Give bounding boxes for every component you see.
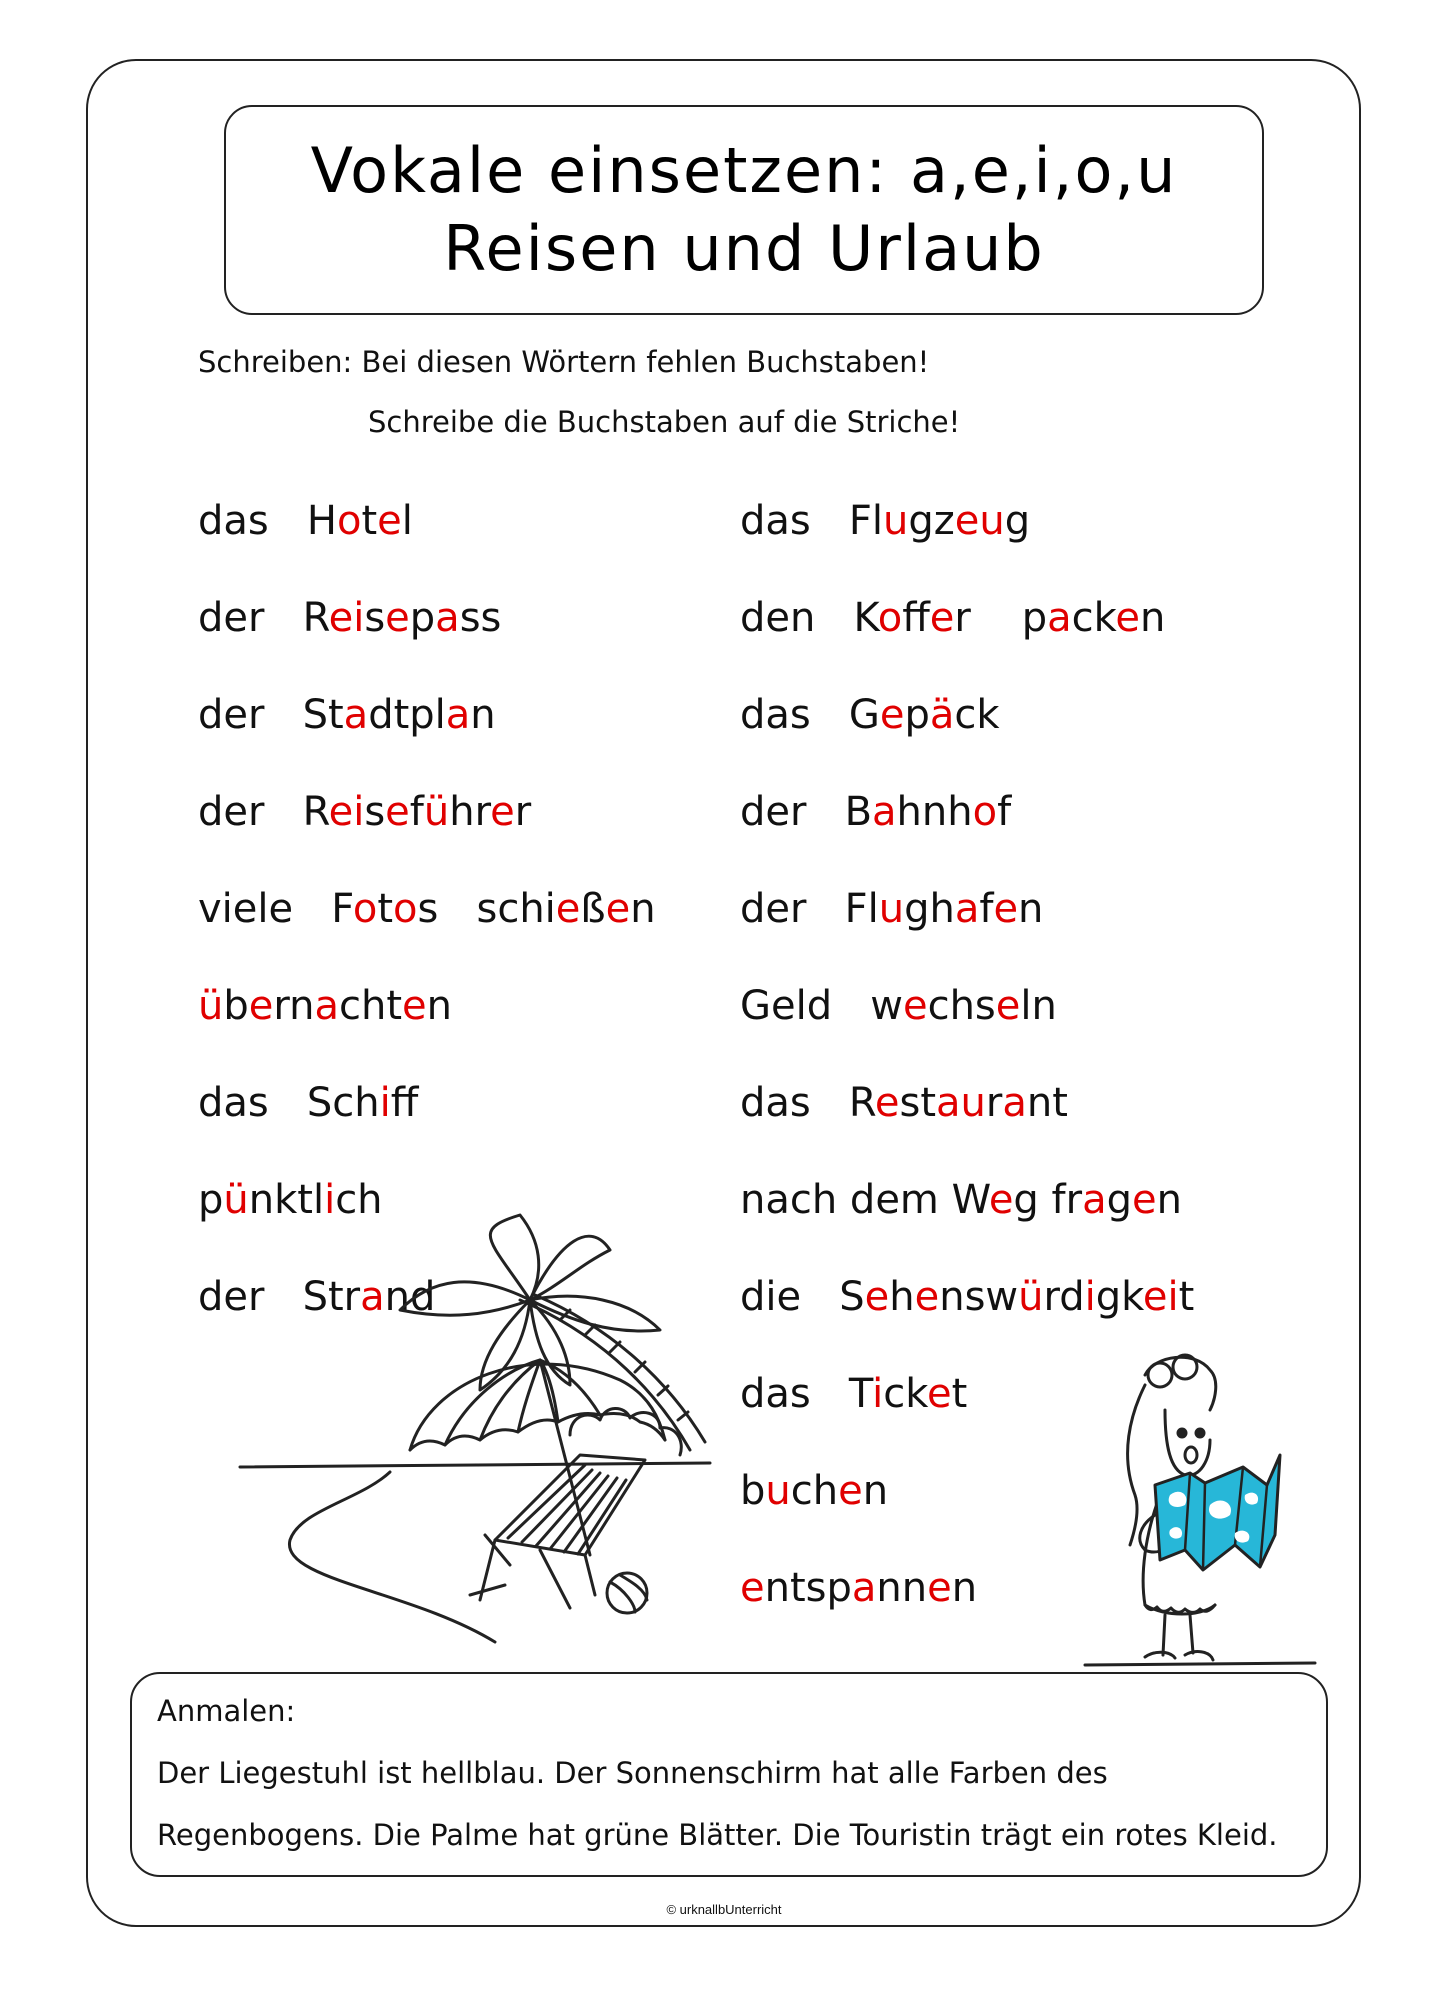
vowel-letter: ei — [328, 789, 365, 835]
word-text: s — [364, 595, 386, 641]
vowel-letter: e — [385, 789, 410, 835]
word-text: s — [364, 789, 386, 835]
word-text: h — [889, 1274, 915, 1320]
vowel-letter: e — [248, 983, 274, 1029]
vowel-letter: e — [377, 498, 402, 544]
word-text: rn — [273, 983, 315, 1029]
word-item — [740, 1176, 1182, 1224]
word-text: g fr — [1013, 1177, 1083, 1223]
vowel-letter: a — [360, 1274, 385, 1320]
vowel-letter: e — [402, 983, 427, 1029]
word-text: ch — [335, 1177, 383, 1223]
vowel-letter: i — [379, 1080, 391, 1126]
vowel-letter: e — [838, 1468, 863, 1514]
word-item — [198, 1079, 418, 1127]
word-text: viele F — [198, 886, 353, 932]
word-text: p — [409, 595, 436, 641]
vowel-letter: i — [324, 1177, 336, 1223]
word-text: der R — [198, 789, 329, 835]
word-text: nsw — [939, 1274, 1019, 1320]
title-line-2: Reisen und Urlaub — [443, 212, 1045, 285]
word-text: das H — [198, 498, 337, 544]
word-text: f — [979, 886, 994, 932]
vowel-letter: a — [954, 886, 980, 932]
copyright-text: © urknallbUnterricht — [666, 1902, 782, 1917]
word-text: die S — [740, 1274, 865, 1320]
word-text: ck — [954, 692, 1000, 738]
word-text: nach dem W — [740, 1177, 989, 1223]
word-item — [740, 1079, 1068, 1127]
word-text: g — [1106, 1177, 1132, 1223]
vowel-letter: o — [393, 886, 418, 932]
vowel-letter: a — [445, 692, 471, 738]
word-text: nktl — [248, 1177, 325, 1223]
vowel-letter: e — [740, 1565, 765, 1611]
vowel-letter: u — [765, 1468, 791, 1514]
vowel-letter: ü — [423, 789, 450, 835]
word-text: p — [198, 1177, 224, 1223]
word-text: n — [630, 886, 656, 932]
word-text: ck — [1071, 595, 1116, 641]
word-text: rd — [1043, 1274, 1085, 1320]
word-text: n — [1156, 1177, 1182, 1223]
word-text: t — [951, 1371, 968, 1417]
word-text: p — [904, 692, 930, 738]
word-item — [198, 497, 413, 545]
word-text: t — [361, 498, 378, 544]
word-text: f — [409, 789, 424, 835]
word-item — [740, 1564, 977, 1612]
word-text: n — [426, 983, 452, 1029]
vowel-letter: e — [1115, 595, 1140, 641]
word-item — [740, 1273, 1194, 1321]
word-text: nt — [1026, 1080, 1068, 1126]
word-text: der Str — [198, 1274, 361, 1320]
word-text: n — [951, 1565, 978, 1611]
instruction-line-1: Schreiben: Bei diesen Wörtern fehlen Buchstaben! — [198, 345, 930, 379]
word-text: t — [1178, 1274, 1195, 1320]
word-text: cht — [338, 983, 402, 1029]
word-text: n — [470, 692, 496, 738]
vowel-letter: e — [490, 789, 515, 835]
vowel-letter: e — [605, 886, 631, 932]
word-text: dtpl — [368, 692, 446, 738]
vowel-letter: e — [385, 595, 410, 641]
word-text: r — [985, 1080, 1003, 1126]
word-text: ß — [580, 886, 606, 932]
vowel-letter: ü — [223, 1177, 249, 1223]
word-text: das R — [740, 1080, 875, 1126]
instruction-line-2: Schreibe die Buchstaben auf die Striche! — [368, 405, 961, 439]
title-box — [224, 105, 1264, 315]
tourist-illustration — [1085, 1355, 1335, 1675]
vowel-letter: e — [993, 886, 1019, 932]
word-text: gz — [908, 498, 955, 544]
vowel-letter: ü — [1018, 1274, 1044, 1320]
vowel-letter: u — [878, 886, 905, 932]
coloring-line-1: Der Liegestuhl ist hellblau. Der Sonnenschirm hat alle Farben des — [157, 1756, 1108, 1790]
word-text: das T — [740, 1371, 873, 1417]
word-text: gh — [904, 886, 955, 932]
word-text: g — [1004, 498, 1031, 544]
legs — [1163, 1615, 1193, 1655]
word-item — [740, 1467, 888, 1515]
word-text: Geld w — [740, 983, 903, 1029]
word-text: ff — [902, 595, 930, 641]
word-text: n — [1018, 886, 1044, 932]
vowel-letter: eu — [954, 498, 1005, 544]
vowel-letter: o — [352, 886, 378, 932]
word-text: das G — [740, 692, 880, 738]
vowel-letter: i — [872, 1371, 884, 1417]
word-text: ss — [459, 595, 502, 641]
vowel-letter: e — [555, 886, 581, 932]
word-text: ln — [1020, 983, 1057, 1029]
word-text: r — [514, 789, 532, 835]
word-text: ff — [390, 1080, 419, 1126]
vowel-letter: a — [872, 789, 897, 835]
word-item — [198, 691, 496, 739]
word-text: b — [740, 1468, 766, 1514]
word-item — [740, 1370, 967, 1418]
word-text: ch — [790, 1468, 839, 1514]
word-text: r p — [954, 595, 1048, 641]
word-text: nn — [876, 1565, 928, 1611]
coloring-line-2: Regenbogens. Die Palme hat grüne Blätter. Die Touristin trägt ein rotes Kleid. — [157, 1818, 1278, 1852]
vowel-letter: a — [851, 1565, 877, 1611]
vowel-letter: ü — [198, 983, 224, 1029]
word-item — [740, 497, 1030, 545]
word-item — [740, 594, 1165, 642]
word-item — [740, 885, 1043, 933]
word-text: n — [1139, 595, 1166, 641]
beach-illustration — [240, 1210, 710, 1650]
word-text: gk — [1095, 1274, 1143, 1320]
word-item — [198, 788, 531, 836]
vowel-letter: e — [879, 692, 905, 738]
word-text: das Sch — [198, 1080, 380, 1126]
vowel-letter: o — [877, 595, 903, 641]
word-item — [198, 885, 656, 933]
word-text: nd — [384, 1274, 436, 1320]
word-text: chs — [927, 983, 996, 1029]
word-item — [740, 982, 1057, 1030]
word-text: s schi — [417, 886, 556, 932]
vowel-letter: a — [1047, 595, 1072, 641]
word-text: n — [862, 1468, 889, 1514]
vowel-letter: e — [914, 1274, 940, 1320]
word-text: b — [223, 983, 249, 1029]
vowel-letter: a — [1002, 1080, 1027, 1126]
vowel-letter: e — [926, 1371, 952, 1417]
vowel-letter: e — [864, 1274, 890, 1320]
vowel-letter: a — [314, 983, 339, 1029]
word-text: st — [899, 1080, 937, 1126]
coloring-heading: Anmalen: — [157, 1694, 296, 1728]
vowel-letter: o — [972, 789, 998, 835]
word-text: t — [377, 886, 394, 932]
vowel-letter: ä — [929, 692, 955, 738]
vowel-letter: i — [1084, 1274, 1096, 1320]
vowel-letter: e — [988, 1177, 1014, 1223]
title-line-1: Vokale einsetzen: a,e,i,o,u — [310, 134, 1178, 207]
vowel-letter: a — [435, 595, 460, 641]
word-text: f — [997, 789, 1012, 835]
ground-line — [1085, 1663, 1315, 1665]
word-item — [740, 691, 1000, 739]
word-text: ck — [883, 1371, 927, 1417]
word-text: der Fl — [740, 886, 879, 932]
word-item — [740, 788, 1011, 836]
vowel-letter: ei — [1142, 1274, 1179, 1320]
vowel-letter: e — [874, 1080, 900, 1126]
word-text: hr — [449, 789, 491, 835]
vowel-letter: e — [902, 983, 928, 1029]
face — [1165, 1410, 1210, 1475]
vowel-letter: e — [1131, 1177, 1157, 1223]
word-item — [198, 594, 501, 642]
vowel-letter: a — [343, 692, 369, 738]
word-text: hnh — [896, 789, 973, 835]
shore-line — [289, 1472, 495, 1642]
vowel-letter: ei — [328, 595, 365, 641]
vowel-letter: e — [995, 983, 1021, 1029]
vowel-letter: au — [936, 1080, 986, 1126]
vowel-letter: e — [927, 1565, 952, 1611]
coloring-instructions-box — [130, 1672, 1328, 1877]
word-item — [198, 982, 452, 1030]
map-icon — [1155, 1455, 1280, 1570]
word-text: der R — [198, 595, 329, 641]
word-text: das Fl — [740, 498, 884, 544]
vowel-letter: o — [336, 498, 362, 544]
word-text: ntsp — [764, 1565, 852, 1611]
vowel-letter: a — [1082, 1177, 1107, 1223]
vowel-letter: e — [929, 595, 955, 641]
word-text: der B — [740, 789, 873, 835]
word-text: der St — [198, 692, 344, 738]
vowel-letter: u — [883, 498, 909, 544]
word-text: den K — [740, 595, 878, 641]
word-text: l — [401, 498, 413, 544]
